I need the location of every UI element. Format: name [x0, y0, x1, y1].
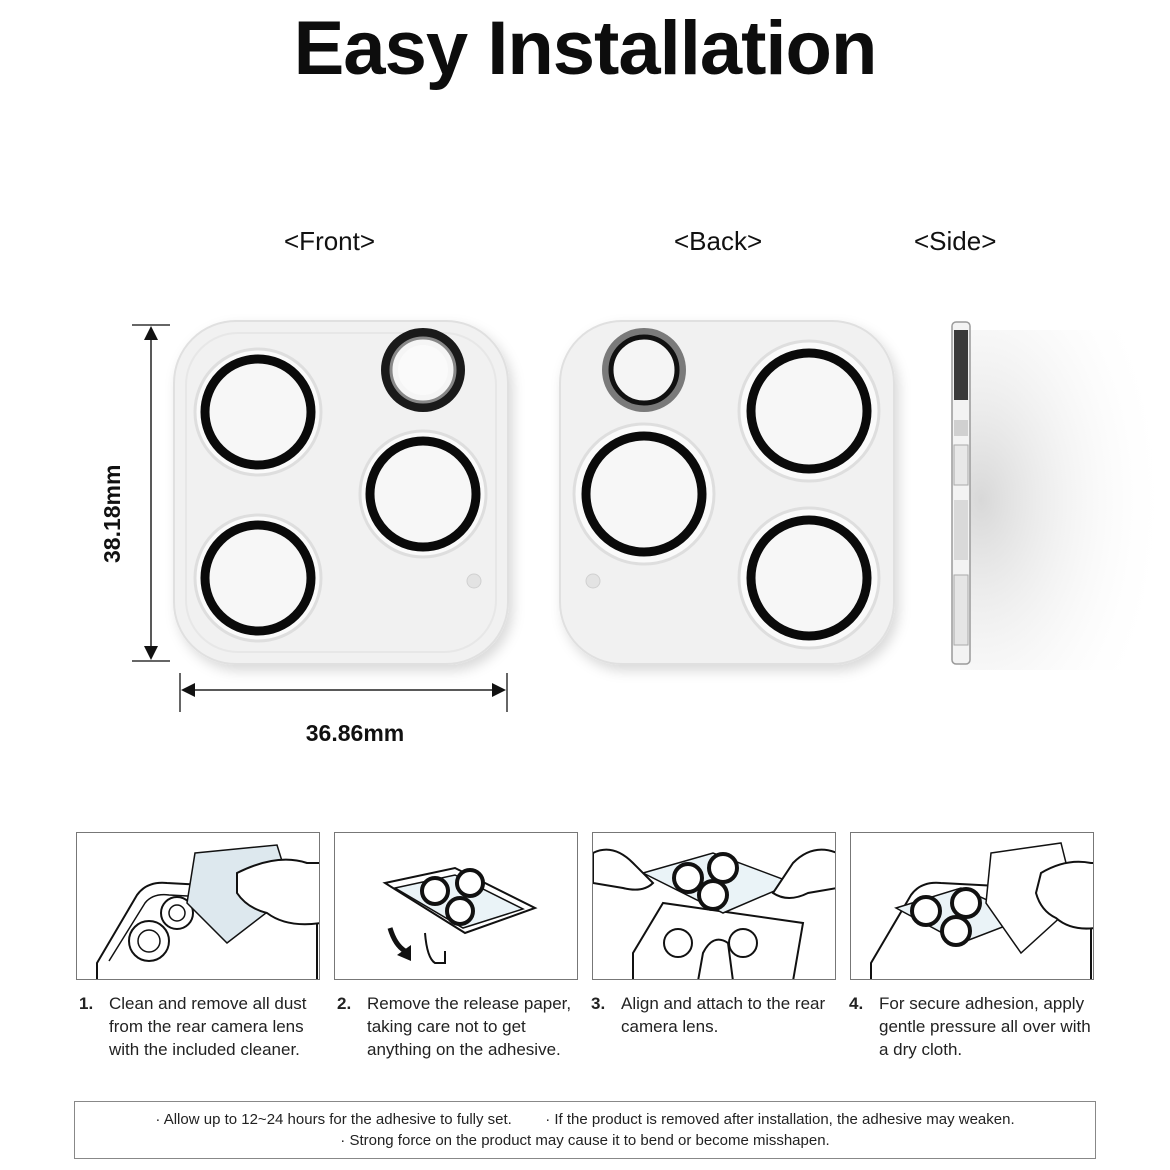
step-1-number: 1. — [79, 994, 94, 1013]
front-label: <Front> — [284, 226, 376, 256]
step-2-description: Remove the release paper, taking care not to get anything on the adhesive. — [367, 994, 572, 1059]
width-dimension-arrow — [180, 673, 507, 712]
note-force-warning: · Strong force on the product may cause it to bend or become misshapen. — [340, 1132, 830, 1149]
front-lens-small-top-right — [381, 328, 465, 412]
back-lens-small-top-left — [602, 328, 686, 412]
page-title: Easy Installation — [293, 6, 877, 91]
step-4-description: For secure adhesion, apply gentle pressure all over with a dry cloth. — [879, 994, 1091, 1059]
front-lens-bottom-left — [195, 515, 321, 641]
side-view — [952, 322, 1170, 670]
back-label: <Back> — [674, 226, 763, 256]
side-label: <Side> — [914, 226, 997, 256]
height-dimension — [99, 464, 129, 563]
front-flash-hole — [467, 574, 481, 588]
height-dimension-arrow — [132, 325, 170, 661]
note-removal-warning: · If the product is removed after installation, the adhesive may weaken. — [545, 1111, 1015, 1128]
front-lens-top-left — [195, 349, 321, 475]
height-dimension-label: 38.18mm — [99, 464, 125, 563]
back-lens-top-right — [739, 341, 879, 481]
step-2-number: 2. — [337, 994, 352, 1013]
width-dimension-label: 36.86mm — [305, 720, 405, 746]
step-4-number: 4. — [849, 994, 864, 1013]
back-flash-hole — [586, 574, 600, 588]
step-3-number: 3. — [591, 994, 606, 1013]
step-3-description: Align and attach to the rear camera lens. — [621, 994, 826, 1036]
step-4-illustration — [850, 832, 1094, 980]
front-lens-middle-right — [360, 431, 486, 557]
back-lens-middle-left — [574, 424, 714, 564]
step-3-illustration — [592, 832, 836, 980]
notes-box — [74, 1101, 1096, 1159]
step-1-illustration — [76, 832, 320, 980]
step-2-illustration — [334, 832, 578, 980]
back-lens-bottom-right — [739, 508, 879, 648]
note-adhesive-time: · Allow up to 12~24 hours for the adhesive to fully set. — [155, 1111, 512, 1128]
step-1-description: Clean and remove all dust from the rear camera lens with the included cleaner. — [109, 994, 307, 1059]
